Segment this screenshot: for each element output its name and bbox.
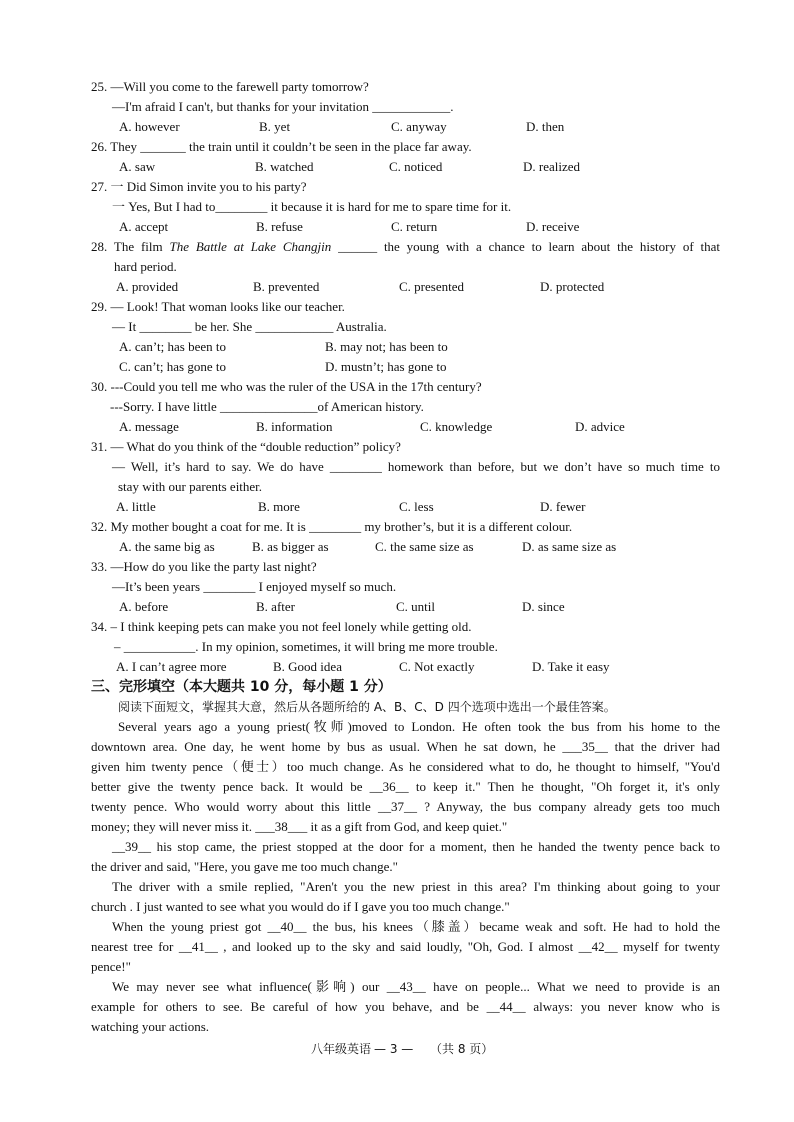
question-28-option-b: B. prevented [253, 279, 320, 294]
question-28-number: 28. The film [91, 239, 170, 254]
question-28-option-c: C. presented [399, 279, 464, 294]
question-32-option-b: B. as bigger as [252, 539, 329, 554]
question-29-option-b: B. may not; has been to [325, 339, 448, 354]
question-33-reply: —It’s been years ________ I enjoyed myself so much. [112, 579, 397, 594]
question-31-option-c: C. less [399, 499, 434, 514]
footer-page-number: — 3 — [374, 1042, 414, 1056]
question-31-stem: 31. — What do you think of the “double reduction” policy? [91, 439, 401, 454]
question-31-option-b: B. more [258, 499, 300, 514]
question-34-option-a: A. I can’t agree more [116, 659, 227, 674]
passage-line: church . I just wanted to see what you would do if I gave you too much change." [91, 899, 510, 914]
question-30-option-c: C. knowledge [420, 419, 493, 434]
passage-line: When the young priest got __40__ the bus, his knees（膝盖）became weak and soft. He had to hold the [112, 919, 720, 934]
passage-line: given him twenty pence（便士）too much change. As he considered what to do, he thought to himself, "You'd [91, 759, 720, 774]
question-25-stem: 25. —Will you come to the farewell party tomorrow? [91, 79, 369, 94]
question-28-continuation: hard period. [114, 259, 177, 274]
question-31-continuation: stay with our parents either. [118, 479, 263, 494]
question-27-option-b: B. refuse [256, 219, 303, 234]
passage-line: twenty pence. Who would worry about this little __37__ ? Anyway, the bus company already gets too much [91, 799, 720, 814]
question-32-stem: 32. My mother bought a coat for me. It is ________ my brother’s, but it is a different colour. [91, 519, 573, 534]
question-28-text: ______ the young with a chance to learn about the history of that [331, 239, 721, 254]
question-31-option-d: D. fewer [540, 499, 586, 514]
passage-line: Several years ago a young priest(牧师)moved to London. He often took the bus from his home to the [118, 719, 720, 734]
question-27-reply: 一 Yes, But I had to________ it because it is hard for me to spare time for it. [112, 199, 512, 214]
question-26-option-b: B. watched [255, 159, 314, 174]
question-26-option-d: D. realized [523, 159, 581, 174]
question-26-stem: 26. They _______ the train until it couldn’t be seen in the place far away. [91, 139, 472, 154]
question-33-option-b: B. after [256, 599, 295, 614]
question-34-option-b: B. Good idea [273, 659, 342, 674]
question-29-reply: — It ________ be her. She ____________ Australia. [112, 319, 387, 334]
passage-line: better give the twenty pence back. It would be __36__ to keep it." Then he thought, "Oh forget it, it's only [91, 779, 720, 794]
question-30-option-b: B. information [256, 419, 333, 434]
question-34-stem: 34. – I think keeping pets can make you not feel lonely while getting old. [91, 619, 472, 634]
section-title: 三、完形填空（本大题共 10 分，每小题 1 分） [91, 679, 392, 695]
section-instruction: 阅读下面短文，掌握其大意，然后从各题所给的 A、B、C、D 四个选项中选出一个最佳答案。 [118, 700, 616, 714]
question-32-option-a: A. the same big as [119, 539, 215, 554]
question-34-option-c: C. Not exactly [399, 659, 475, 674]
question-33-option-c: C. until [396, 599, 436, 614]
passage-line: the driver and said, "Here, you gave me too much change." [91, 859, 398, 874]
question-33-option-a: A. before [119, 599, 169, 614]
question-25-reply: —I'm afraid I can't, but thanks for your invitation ____________. [112, 99, 454, 114]
passage-line: nearest tree for __41__ , and looked up to the sky and said loudly, "Oh, God. I almost __42__ myself for twenty [91, 939, 720, 954]
question-33-option-d: D. since [522, 599, 565, 614]
film-title: The Battle at Lake Changjin [169, 239, 332, 254]
question-30-reply: ---Sorry. I have little _______________of American history. [110, 399, 424, 414]
question-32-option-c: C. the same size as [375, 539, 474, 554]
question-33-stem: 33. —How do you like the party last night? [91, 559, 317, 574]
question-30-option-a: A. message [119, 419, 179, 434]
question-31-reply: — Well, it’s hard to say. We do have ________ homework than before, but we don’t have so much time to [112, 459, 720, 474]
question-34-reply: – ___________. In my opinion, sometimes, it will bring me more trouble. [114, 639, 498, 654]
passage-line: __39__ his stop came, the priest stopped at the door for a moment, then he handed the twenty pence back to [112, 839, 720, 854]
question-25-option-a: A. however [119, 119, 180, 134]
question-25-option-c: C. anyway [391, 119, 447, 134]
question-26-option-c: C. noticed [389, 159, 443, 174]
passage-line: watching your actions. [91, 1019, 210, 1034]
question-28-option-a: A. provided [116, 279, 179, 294]
question-32-option-d: D. as same size as [522, 539, 617, 554]
question-27-option-c: C. return [391, 219, 438, 234]
passage-line: The driver with a smile replied, "Aren't you the new priest in this area? I'm thinking about going to your [112, 879, 720, 894]
question-34-option-d: D. Take it easy [532, 659, 610, 674]
passage-line: downtown area. One day, he went home by bus as usual. When he sat down, he ___35__ that the driver had [91, 739, 720, 754]
question-29-stem: 29. — Look! That woman looks like our teacher. [91, 299, 345, 314]
question-31-option-a: A. little [116, 499, 156, 514]
question-30-option-d: D. advice [575, 419, 625, 434]
question-27-option-d: D. receive [526, 219, 580, 234]
passage-line: pence!" [91, 959, 131, 974]
question-25-option-b: B. yet [259, 119, 291, 134]
question-30-stem: 30. ---Could you tell me who was the ruler of the USA in the 17th century? [91, 379, 482, 394]
question-29-option-d: D. mustn’t; has gone to [325, 359, 447, 374]
question-27-option-a: A. accept [119, 219, 169, 234]
question-28-option-d: D. protected [540, 279, 605, 294]
question-27-stem: 27. 一 Did Simon invite you to his party? [91, 179, 307, 194]
question-29-option-c: C. can’t; has gone to [119, 359, 226, 374]
question-25-option-d: D. then [526, 119, 565, 134]
footer-total-pages: （共 8 页） [430, 1042, 494, 1056]
passage-line: example for others to see. Be careful of how you behave, and be __44__ always: you never know who is [91, 999, 720, 1014]
question-28-stem [91, 239, 720, 255]
question-29-option-a: A. can’t; has been to [119, 339, 226, 354]
footer-subject: 八年级英语 [311, 1042, 372, 1056]
passage-line: We may never see what influence(影响) our __43__ have on people... What we need to provide is an [112, 979, 720, 994]
passage-line: money; they will never miss it. ___38___ it as a gift from God, and keep quiet." [91, 819, 508, 834]
question-26-option-a: A. saw [119, 159, 156, 174]
